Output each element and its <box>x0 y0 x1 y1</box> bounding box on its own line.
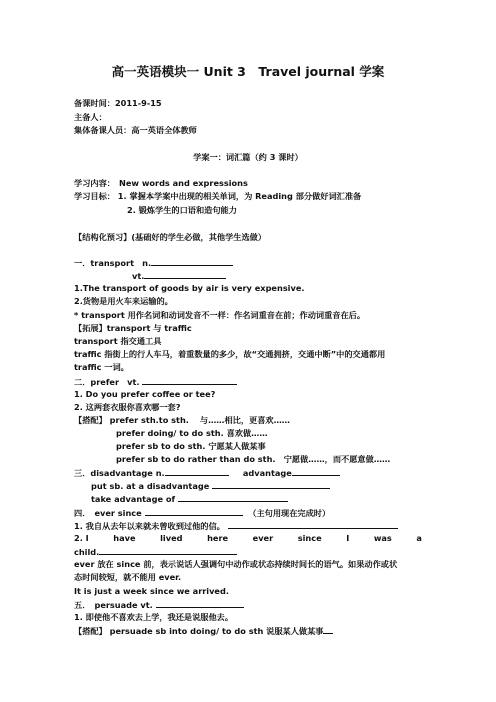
ever-since-q2-child: child. <box>74 547 100 557</box>
prefer-collocation-1: 【搭配】 prefer sth.to sth. 与……相比，更喜欢…… <box>74 415 290 425</box>
persuade-heading <box>74 599 244 611</box>
take-advantage-label: take advantage of <box>91 494 176 504</box>
prefer-label: 二．prefer vt. <box>74 377 140 387</box>
q2-word: have <box>113 533 136 543</box>
learning-goal-2: 2. 锻炼学生的口语和造句能力 <box>127 205 237 215</box>
transport-vt-label: vt. <box>132 271 145 281</box>
disadvantage-heading <box>74 467 340 479</box>
transport-extension-3: traffic 一词。 <box>74 362 129 372</box>
learning-goal-1: 学习目标： 1. 掌握本学案中出现的相关单词，为 Reading 部分做好词汇准备 <box>74 191 362 201</box>
persuade-collocation-text: 【搭配】 persuade sb into doing/ to do sth 说服某人做某事 <box>74 626 324 636</box>
q2-word: 2. I <box>74 533 89 543</box>
advantage-label: advantage <box>242 468 292 478</box>
transport-extension-1: transport 指交通工具 <box>74 336 162 346</box>
prefer-collocation-4: prefer sb to do rather than do sth. 宁愿做……，而不愿意做…… <box>116 454 391 464</box>
transport-extension: 【拓展】transport 与 traffic <box>74 323 192 333</box>
prefer-collocation-3: prefer sb to do sth. 宁愿某人做某事 <box>116 441 266 451</box>
persuade-label: 五． persuade vt. <box>74 600 153 610</box>
prep-author: 主备人： <box>74 112 107 122</box>
ever-since-q1-blank[interactable] <box>228 520 398 529</box>
prep-group: 集体备课人员：高一英语全体教师 <box>74 125 197 135</box>
q2-word: since <box>297 533 322 543</box>
take-advantage-blank[interactable] <box>178 493 288 502</box>
transport-label: 一．transport n. <box>74 258 152 268</box>
ever-since-heading <box>74 507 330 519</box>
transport-vt-line <box>132 270 226 282</box>
advantage-blank[interactable] <box>292 467 340 476</box>
page-title: 高一英语模块一 Unit 3 Travel journal 学案 <box>111 64 385 79</box>
transport-note: * transport 用作名词和动词发音不一样：作名词重音在前；作动词重音在后。 <box>74 310 366 320</box>
section-heading: 学案一：词汇篇（约 3 课时） <box>193 152 303 162</box>
ever-since-q1-line <box>74 520 398 532</box>
disadvantage-phrase-1 <box>91 480 330 492</box>
ever-since-example: It is just a week since we arrived. <box>74 586 229 596</box>
ever-since-q2-line <box>74 533 422 544</box>
prefer-heading <box>74 376 237 388</box>
transport-noun-blank[interactable] <box>151 257 233 266</box>
persuade-collocation-blank[interactable] <box>323 625 333 634</box>
ever-since-q2-blank[interactable] <box>99 546 237 555</box>
prefer-blank[interactable] <box>142 376 237 385</box>
persuade-blank[interactable] <box>156 599 244 608</box>
prefer-collocation-2: prefer doing/ to do sth. 喜欢做…… <box>116 428 268 438</box>
ever-since-note: （主句用现在完成时） <box>248 508 331 518</box>
transport-heading <box>74 257 233 269</box>
transport-extension-2: traffic 指街上的行人车马，着重数量的多少，故“交通拥挤，交通中断”中的交通都用 <box>74 349 386 359</box>
prefer-q2: 2. 这两套衣服你喜欢哪一套? <box>74 402 181 412</box>
learning-content: 学习内容： New words and expressions <box>74 178 248 188</box>
q2-word: was <box>373 533 392 543</box>
ever-since-explain-1: ever 放在 since 前，表示说话人强调句中动作或状态持续时间长的语气。如果动作或状 <box>74 559 398 569</box>
q2-word: I <box>346 533 350 543</box>
transport-q1: 1.The transport of goods by air is very expensive. <box>74 283 305 293</box>
disadvantage-blank[interactable] <box>165 467 229 476</box>
ever-since-blank[interactable] <box>145 507 243 516</box>
transport-verb-blank[interactable] <box>144 270 226 279</box>
q2-word: here <box>207 533 229 543</box>
disadvantage-phrase-2 <box>91 493 288 505</box>
q2-word: ever <box>252 533 274 543</box>
ever-since-q1: 1. 我自从去年以来就未曾收到过他的信。 <box>74 521 225 531</box>
persuade-q1: 1. 即使他不喜欢去上学，我还是说服他去。 <box>74 612 234 622</box>
q2-word: lived <box>160 533 183 543</box>
ever-since-q2-end <box>74 546 237 558</box>
ever-since-explain-2: 态时间较短，就不能用 ever. <box>74 572 182 582</box>
disadvantage-label: 三．disadvantage n. <box>74 468 165 478</box>
prep-date: 备课时间：2011-9-15 <box>74 98 162 108</box>
transport-q2: 2.货物是用火车来运输的。 <box>74 296 173 306</box>
persuade-collocation <box>74 625 333 637</box>
preview-instruction: 【结构化预习】(基础好的学生必做，其他学生选做） <box>74 232 267 242</box>
q2-word: a <box>416 533 422 543</box>
put-at-disadvantage-label: put sb. at a disadvantage <box>91 481 210 491</box>
prefer-q1: 1. Do you prefer coffee or tee? <box>74 389 216 399</box>
ever-since-label: 四． ever since <box>74 508 142 518</box>
put-at-disadvantage-blank[interactable] <box>212 480 330 489</box>
